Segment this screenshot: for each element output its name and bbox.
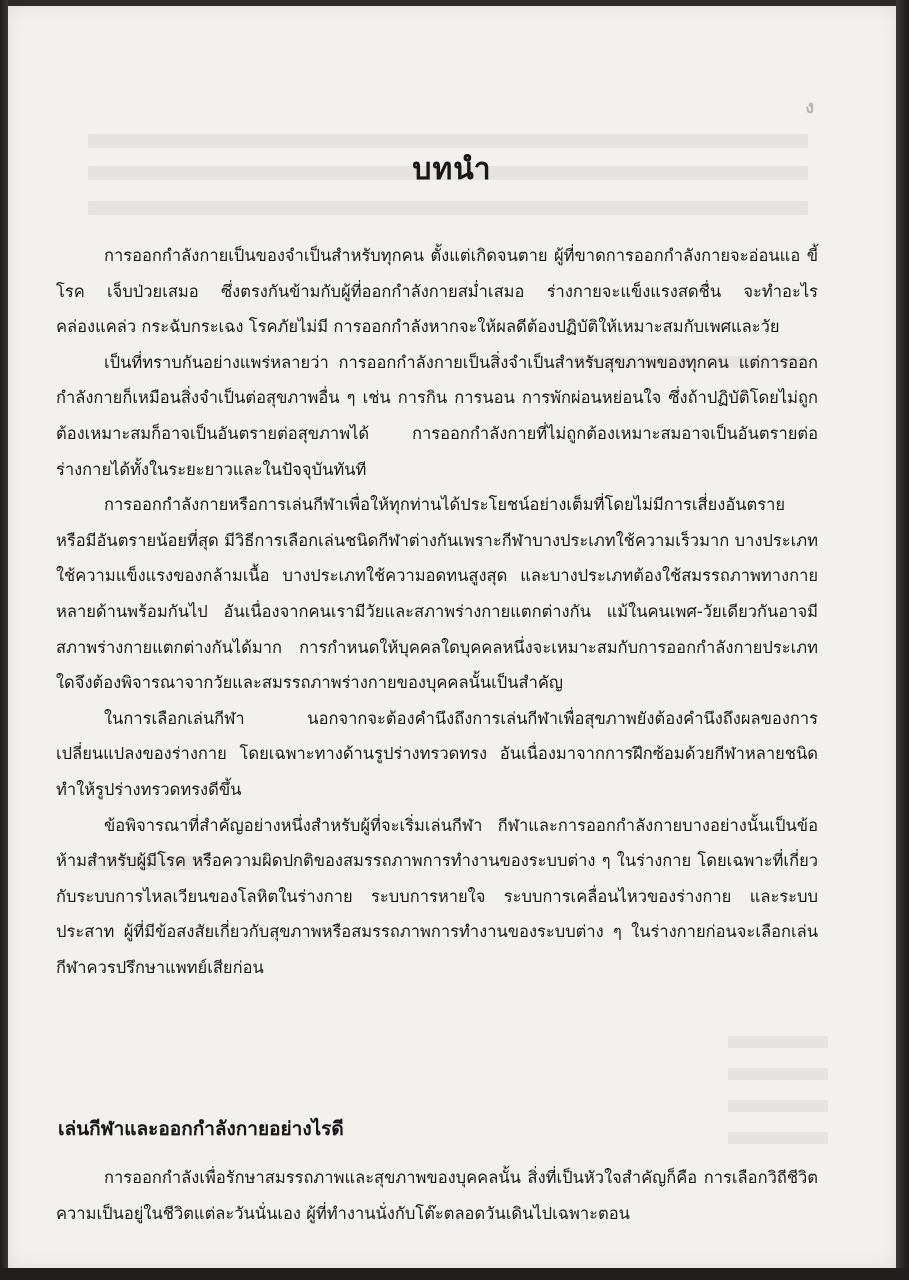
scan-left-edge — [0, 0, 8, 1280]
show-through-line — [728, 1132, 828, 1144]
show-through-line — [88, 201, 808, 215]
show-through-line — [728, 1068, 828, 1080]
paragraph: การออกกำลังเพื่อรักษาสมรรถภาพและสุขภาพของบุคคลนั้น สิ่งที่เป็นหัวใจสำคัญก็คือ การเลือกวิถีชีวิตความเป็นอยู่ในชีวิตแต่ละวันนั่นเอง ผู้ที่ทำงานนั่งกับโต๊ะตลอดวันเดินไปเฉพาะตอน — [56, 1168, 818, 1223]
paragraph: การออกกำลังกายเป็นของจำเป็นสำหรับทุกคน ตั้งแต่เกิดจนตาย ผู้ที่ขาดการออกกำลังกายจะอ่อนแอ ขี้โรค เจ็บป่วยเสมอ ซึ่งตรงกันข้ามกับผู้ที่ออกกำลังกายสม่ำเสมอ ร่างกายจะแข็งแรงสดชื่น จะทำอะไรคล่องแคล่ว กระฉับกระเฉง โรคภัยไม่มี การออกกำลังหากจะให้ผลดีต้องปฏิบัติให้เหมาะสมกับเพศและวัย — [56, 246, 818, 337]
scan-right-edge — [896, 0, 909, 1280]
intro-body — [56, 238, 818, 985]
paragraph: การออกกำลังกายหรือการเล่นกีฬาเพื่อให้ทุกท่านได้ประโยชน์อย่างเต็มที่โดยไม่มีการเสี่ยงอันตราย หรือมีอันตรายน้อยที่สุด มีวิธีการเลือกเล่นชนิดกีฬาต่างกันเพราะกีฬาบางประเภทใช้ความเร็วมาก บางประเภทใช้ความแข็งแรงของกล้ามเนื้อ บางประเภทใช้ความอดทนสูงสุด และบางประเภทต้องใช้สมรรถภาพทางกายหลายด้านพร้อมกันไป อันเนื่องจากคนเรามีวัยและสภาพร่างกายแตกต่างกัน แม้ในคนเพศ-วัยเดียวกันอาจมีสภาพร่างกายแตกต่างกันได้มาก การกำหนดให้บุคคลใดบุคคลหนึ่งจะเหมาะสมกับการออกกำลังกายประเภทใดจึงต้องพิจารณาจากวัยและสมรรถภาพร่างกายของบุคคลนั้นเป็นสำคัญ — [56, 495, 818, 693]
book-page — [8, 6, 896, 1268]
show-through-line — [728, 1100, 828, 1112]
paragraph: ในการเลือกเล่นกีฬา นอกจากจะต้องคำนึงถึงการเล่นกีฬาเพื่อสุขภาพยังต้องคำนึงถึงผลของการเปลี่ยนแปลงของร่างกาย โดยเฉพาะทางด้านรูปร่างทรวดทรง อันเนื่องมาจากการฝึกซ้อมด้วยกีฬาหลายชนิดทำให้รูปร่างทรวดทรงดีขึ้น — [56, 708, 818, 799]
page-number: ง — [805, 97, 814, 118]
show-through-line — [728, 1036, 828, 1048]
scan-bottom-edge — [0, 1268, 909, 1280]
paragraph: เป็นที่ทราบกันอย่างแพร่หลายว่า การออกกำลังกายเป็นสิ่งจำเป็นสำหรับสุขภาพของทุกคน แต่การออกกำลังกายก็เหมือนสิ่งจำเป็นต่อสุขภาพอื่น ๆ เช่น การกิน การนอน การพักผ่อนหย่อนใจ ซึ่งถ้าปฏิบัติโดยไม่ถูกต้องเหมาะสมก็อาจเป็นอันตรายต่อสุขภาพได้ การออกกำลังกายที่ไม่ถูกต้องเหมาะสมอาจเป็นอันตรายต่อร่างกายได้ทั้งในระยะยาวและในปัจจุบันทันที — [56, 352, 818, 479]
page-title: บทนำ — [412, 152, 492, 187]
paragraph: ข้อพิจารณาที่สำคัญอย่างหนึ่งสำหรับผู้ที่จะเริ่มเล่นกีฬา กีฬาและการออกกำลังกายบางอย่างนั้นเป็นข้อห้ามสำหรับผู้มีโรค หรือความผิดปกติของสมรรถภาพการทำงานของระบบต่าง ๆ ในร่างกาย โดยเฉพาะที่เกี่ยวกับระบบการไหลเวียนของโลหิตในร่างกาย ระบบการหายใจ ระบบการเคลื่อนไหวของร่างกาย และระบบประสาท ผู้ที่มีข้อสงสัยเกี่ยวกับสุขภาพหรือสมรรถภาพการทำงานของระบบต่าง ๆ ในร่างกายก่อนจะเลือกเล่นกีฬาควรปรึกษาแพทย์เสียก่อน — [56, 815, 818, 977]
section-heading: เล่นกีฬาและออกกำลังกายอย่างไรดี — [58, 1118, 344, 1140]
section-body — [56, 1160, 818, 1231]
